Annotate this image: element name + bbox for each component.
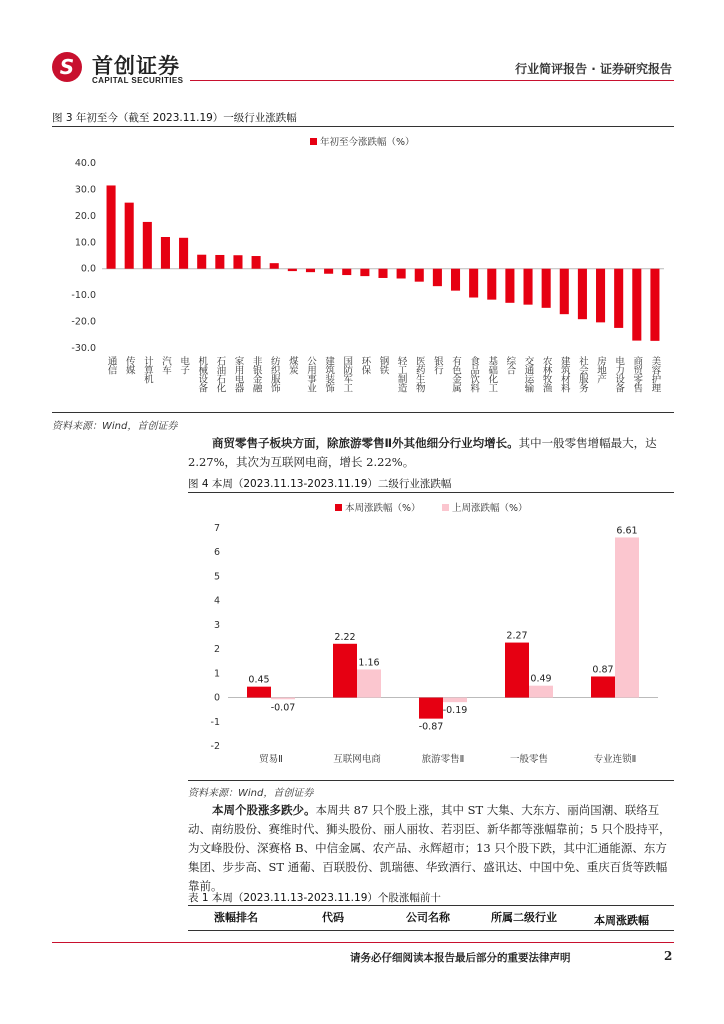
- paragraph-stock-movement: [188, 801, 674, 896]
- x-tick-label: 建筑装饰: [323, 356, 335, 392]
- bar: [360, 269, 369, 276]
- x-tick-label: 专业连锁Ⅱ: [593, 754, 637, 765]
- x-tick-label: 农林牧渔: [540, 356, 552, 392]
- x-tick-label: 商贸零售: [631, 356, 643, 392]
- y-tick-label: 20.0: [74, 210, 96, 222]
- legend-label: 年初至今涨跌幅（%）: [320, 137, 415, 148]
- data-label: 6.61: [616, 525, 638, 537]
- y-tick-label: 10.0: [74, 237, 96, 249]
- bar: [143, 222, 152, 269]
- x-tick-label: 钢铁: [377, 356, 389, 374]
- figure3-source: 资料来源：Wind，首创证券: [52, 421, 178, 432]
- table1-header-row: [188, 906, 674, 930]
- bar: [451, 269, 460, 291]
- x-tick-label: 综合: [504, 356, 516, 374]
- x-tick-label: 通信: [105, 356, 117, 374]
- y-tick-label: 2: [213, 644, 220, 656]
- legal-disclaimer: 请务必仔细阅读本报告最后部分的重要法律声明: [350, 952, 571, 964]
- bar: [487, 269, 496, 300]
- x-tick-label: 医药生物: [413, 356, 425, 392]
- data-label: -0.87: [418, 721, 444, 733]
- table-header-company: 公司名称: [406, 911, 450, 924]
- x-tick-label: 环保: [359, 356, 371, 374]
- page-number: 2: [664, 949, 673, 963]
- data-label: 0.45: [248, 674, 270, 686]
- data-label: 0.87: [592, 664, 614, 676]
- figure4-legend: [335, 502, 528, 514]
- y-tick-label: 0.0: [80, 263, 96, 275]
- x-tick-label: 电子: [178, 356, 190, 374]
- figure4-bottom-rule: [188, 780, 674, 781]
- bar: [415, 269, 424, 282]
- header-divider: [190, 80, 674, 81]
- bar: [542, 269, 551, 308]
- bar: [443, 698, 467, 703]
- bar: [107, 185, 116, 268]
- y-tick-label: 7: [213, 523, 220, 534]
- y-tick-label: 0: [213, 692, 220, 704]
- figure3-chart: [52, 128, 674, 413]
- figure4-caption-rule: [188, 492, 674, 493]
- figure3-bottom-rule: [52, 412, 674, 413]
- figure4-source: 资料来源：Wind，首创证券: [188, 788, 314, 799]
- bar: [529, 686, 553, 698]
- y-tick-label: -10.0: [71, 290, 96, 302]
- x-tick-label: 互联网电商: [333, 754, 381, 765]
- legend-swatch-this-week: [335, 504, 342, 511]
- bar: [333, 644, 357, 698]
- data-label: 2.22: [334, 631, 356, 643]
- x-tick-label: 美容护理: [649, 356, 661, 392]
- bar: [215, 255, 224, 269]
- data-label: 2.27: [506, 630, 528, 642]
- data-label: -0.07: [270, 702, 296, 714]
- x-tick-label: 传媒: [123, 356, 135, 374]
- paragraph-lead: 本周个股涨多跌少。: [212, 803, 316, 817]
- table-header-weekly-change: 本周涨跌幅: [594, 914, 649, 927]
- x-tick-label: 基础化工: [486, 356, 498, 392]
- figure3-caption-rule: [52, 126, 674, 127]
- bar: [288, 269, 297, 271]
- table-header-rank: 涨幅排名: [214, 911, 258, 924]
- x-tick-label: 纺织服饰: [268, 356, 280, 392]
- y-tick-label: -30.0: [71, 343, 96, 354]
- bar: [357, 669, 381, 697]
- bar: [324, 269, 333, 274]
- y-tick-label: -20.0: [71, 316, 96, 328]
- bar: [433, 269, 442, 286]
- bar: [378, 269, 387, 278]
- footer-divider: [52, 942, 674, 943]
- company-name-en: CAPITAL SECURITIES: [92, 76, 184, 85]
- x-tick-label: 建筑材料: [558, 356, 570, 392]
- x-tick-label: 银行: [431, 356, 443, 374]
- bar: [650, 269, 659, 341]
- x-tick-label: 国防军工: [341, 356, 353, 392]
- bar: [615, 537, 639, 697]
- bar: [179, 238, 188, 269]
- x-tick-label: 有色金属: [450, 356, 462, 392]
- legend-swatch: [310, 138, 317, 145]
- table1-header-rule: [188, 930, 674, 931]
- bar: [397, 269, 406, 279]
- bar: [125, 203, 134, 269]
- bar: [247, 687, 271, 698]
- bar: [197, 255, 206, 269]
- figure3-caption: 图 3 年初至今（截至 2023.11.19）一级行业涨跌幅: [52, 112, 297, 124]
- y-tick-label: 5: [213, 571, 220, 583]
- bar: [342, 269, 351, 275]
- x-tick-label: 轻工制造: [395, 356, 407, 392]
- x-tick-label: 汽车: [159, 356, 171, 374]
- x-tick-label: 煤炭: [286, 356, 298, 374]
- y-tick-label: 4: [213, 595, 220, 607]
- figure3-legend: [310, 136, 415, 148]
- table-header-subindustry: 所属二级行业: [491, 911, 557, 924]
- bar: [271, 698, 295, 700]
- bar: [419, 698, 443, 719]
- y-tick-label: 30.0: [74, 184, 96, 196]
- x-tick-label: 家用电器: [232, 356, 244, 392]
- bar: [252, 256, 261, 269]
- bar: [233, 255, 242, 268]
- legend-label-this-week: 本周涨跌幅（%）: [345, 503, 421, 514]
- y-tick-label: -2: [210, 741, 220, 752]
- legend-swatch-last-week: [442, 504, 449, 511]
- x-tick-label: 公用事业: [304, 356, 316, 392]
- x-tick-label: 一般零售: [509, 754, 549, 765]
- x-tick-label: 非银金融: [250, 356, 262, 392]
- bar: [469, 269, 478, 298]
- paragraph-retail-sector: [188, 434, 674, 472]
- x-tick-label: 旅游零售Ⅱ: [421, 754, 465, 765]
- bar: [306, 269, 315, 272]
- report-type: 行业简评报告 · 证券研究报告: [515, 62, 672, 76]
- bar: [591, 676, 615, 697]
- x-tick-label: 机械设备: [196, 356, 208, 392]
- data-label: -0.19: [442, 705, 468, 717]
- x-tick-label: 房地产: [595, 356, 607, 383]
- y-tick-label: 40.0: [74, 158, 96, 169]
- bar: [524, 269, 533, 305]
- company-logo-icon: S: [52, 52, 82, 82]
- x-tick-label: 电力设备: [613, 356, 625, 392]
- bar: [560, 269, 569, 314]
- data-label: 1.16: [358, 657, 380, 669]
- y-tick-label: 3: [213, 619, 220, 631]
- y-tick-label: 6: [213, 547, 220, 559]
- paragraph-body: 其中一般零售增幅最大，达 2.27%，其次为互联网电商，增长 2.22%。: [188, 436, 657, 469]
- bar: [578, 269, 587, 319]
- bar: [505, 269, 514, 303]
- x-tick-label: 石油石化: [214, 356, 226, 392]
- figure4-caption: 图 4 本周（2023.11.13-2023.11.19）二级行业涨跌幅: [188, 478, 452, 490]
- bar: [596, 269, 605, 323]
- bar: [161, 237, 170, 269]
- data-label: 0.49: [530, 673, 552, 685]
- company-name: 首创证券: [92, 54, 180, 78]
- table1-caption: 表 1 本周（2023.11.13-2023.11.19）个股涨幅前十: [188, 892, 441, 904]
- x-tick-label: 贸易Ⅱ: [259, 754, 283, 765]
- table-header-code: 代码: [322, 911, 344, 924]
- legend-label-last-week: 上周涨跌幅（%）: [452, 503, 528, 514]
- figure4-chart: [188, 494, 674, 776]
- paragraph-body: 本周共 87 只个股上涨，其中 ST 大集、大东方、丽尚国潮、联络互动、南纺股份、赛维时代、狮头股份、丽人丽妆、若羽臣、新华都等涨幅靠前；5 只个股持平，为文峰股份、深赛格 B、中信金属、农产品、永辉超市；13 只个股下跌，其中汇通能源、东方集团、步步高、ST 通葡、百联股份、凯瑞德、华致酒行、盛讯达、中国中免、重庆百货等跌幅靠前。: [188, 803, 671, 893]
- y-tick-label: 1: [213, 668, 220, 680]
- x-tick-label: 计算机: [141, 356, 153, 383]
- y-tick-label: -1: [210, 716, 220, 728]
- x-tick-label: 交通运输: [522, 356, 534, 392]
- x-tick-label: 食品饮料: [468, 356, 480, 392]
- bar: [614, 269, 623, 328]
- bar: [270, 263, 279, 269]
- bar: [505, 643, 529, 698]
- x-tick-label: 社会服务: [576, 356, 588, 392]
- bar: [632, 269, 641, 341]
- paragraph-lead: 商贸零售子板块方面，除旅游零售Ⅱ外其他细分行业均增长。: [212, 436, 519, 450]
